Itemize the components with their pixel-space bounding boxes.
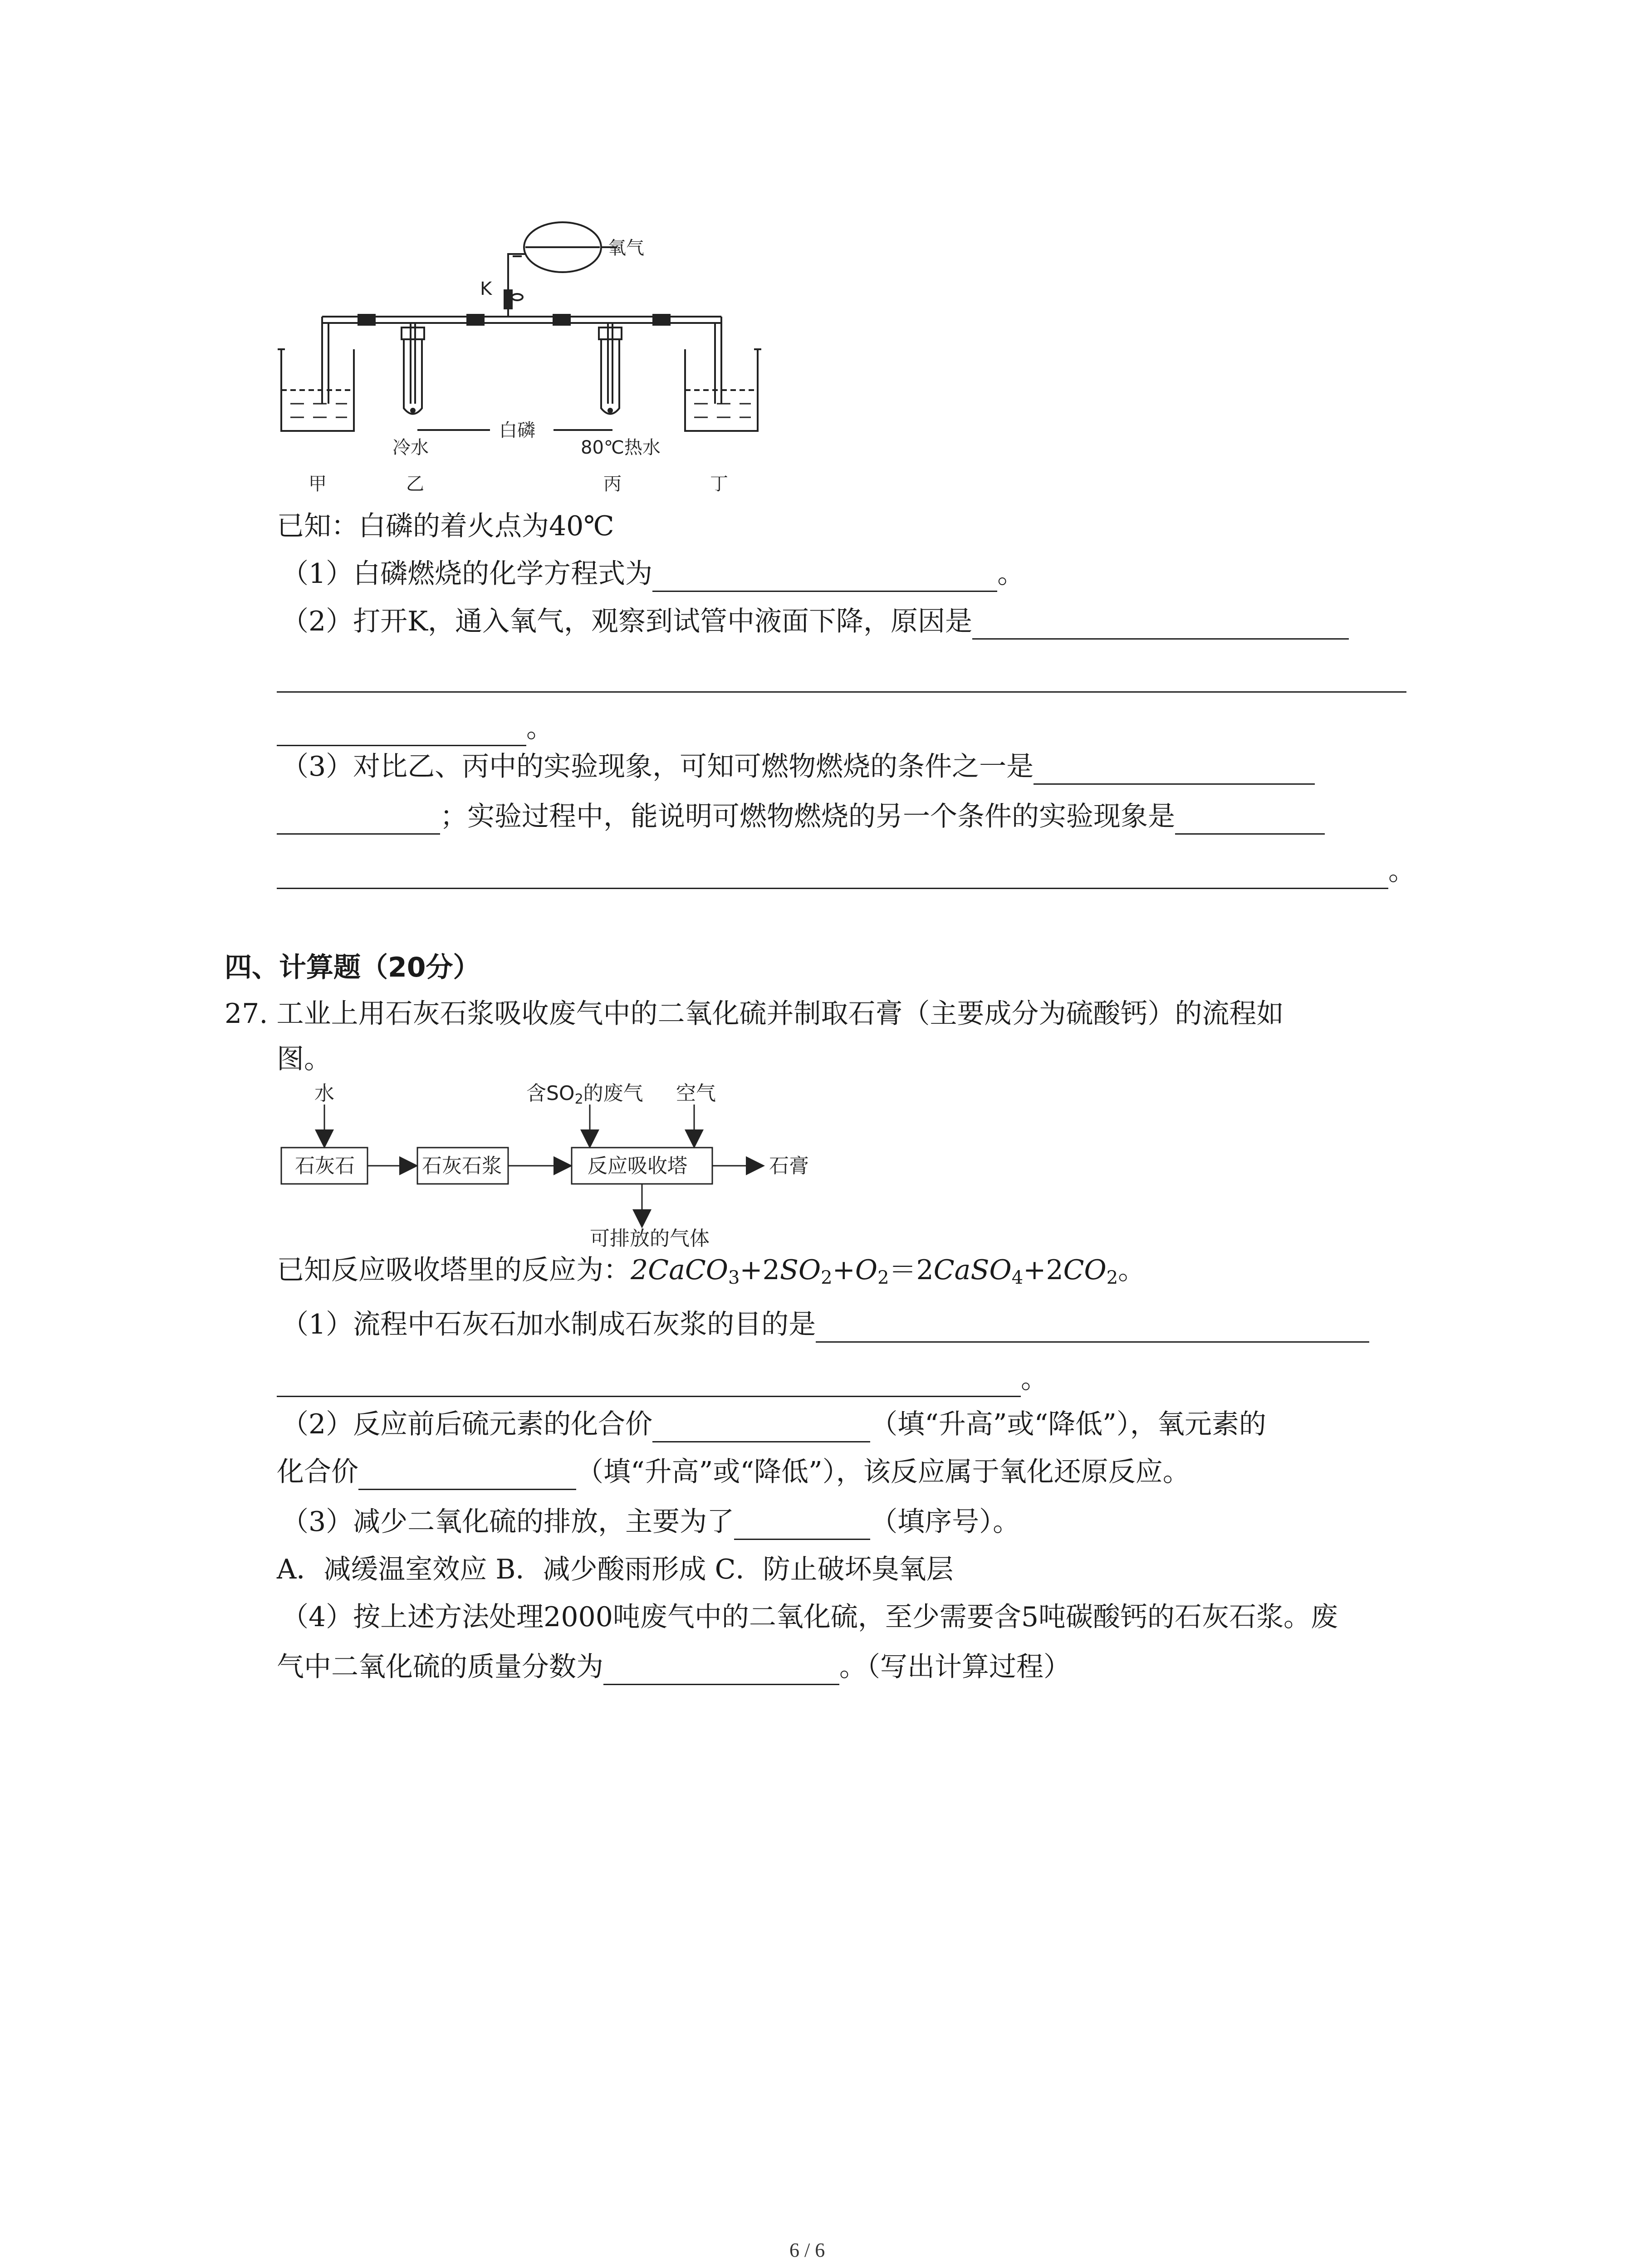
q27-part1-line2 bbox=[277, 1361, 1048, 1397]
q27-process-flowchart bbox=[272, 1080, 839, 1261]
q27-part2-answer-blank-2[interactable] bbox=[358, 1459, 576, 1490]
q27-part2-answer-blank-1[interactable] bbox=[652, 1411, 870, 1442]
q26-part3-text: （3）对比乙、丙中的实验现象，可知可燃物燃烧的条件之一是 bbox=[281, 751, 1034, 782]
flow-air-label: 空气 bbox=[676, 1082, 716, 1105]
q26-part3-answer-blank-1[interactable] bbox=[1034, 753, 1315, 785]
page-number: 6 / 6 bbox=[789, 2239, 825, 2261]
q26-part2 bbox=[281, 603, 1349, 640]
q27-stem-line1 bbox=[225, 996, 1284, 1032]
q27-stem-line2: 图。 bbox=[277, 1043, 331, 1075]
q26-part3-answer-blank-3[interactable] bbox=[1175, 803, 1325, 835]
q27-part2-text-c: 化合价 bbox=[277, 1456, 358, 1488]
q26-part3-line2 bbox=[277, 798, 1325, 835]
q27-part3-options: A．减缓温室效应 B．减少酸雨形成 C．防止破坏臭氧层 bbox=[277, 1554, 954, 1585]
q27-part3-text: （3）减少二氧化硫的排放，主要为了 bbox=[281, 1506, 735, 1538]
cold-water-label: 冷水 bbox=[392, 437, 429, 458]
q26-part2-line3 bbox=[277, 710, 554, 746]
flow-box3-label: 反应吸收塔 bbox=[588, 1154, 687, 1178]
q27-part1 bbox=[281, 1306, 1369, 1343]
vessel-ding-label: 丁 bbox=[710, 474, 728, 494]
q27-part2-text-b: （填“升高”或“降低”），氧元素的 bbox=[870, 1408, 1266, 1440]
q26-part2-answer-line-2[interactable] bbox=[277, 691, 1406, 693]
q26-part3 bbox=[281, 748, 1315, 785]
q27-part2-text-a: （2）反应前后硫元素的化合价 bbox=[281, 1408, 653, 1440]
flow-water-label: 水 bbox=[314, 1082, 334, 1105]
q26-part3-end: 。 bbox=[1388, 855, 1416, 887]
vessel-yi-label: 乙 bbox=[406, 474, 424, 494]
flow-box2-label: 石灰石浆 bbox=[422, 1154, 502, 1178]
combustion-apparatus-diagram bbox=[254, 213, 780, 503]
q27-part4-text: 气中二氧化硫的质量分数为 bbox=[277, 1651, 603, 1683]
q26-part3-answer-blank-4[interactable] bbox=[277, 858, 1388, 889]
q26-part3-line3 bbox=[277, 853, 1416, 889]
q26-part2-end: 。 bbox=[526, 712, 554, 744]
q27-reaction-equation: $2CaCO_3+2SO_2+O_2=2CaSO_4+2CO_2$ bbox=[631, 1254, 1118, 1288]
q27-part3-end: （填序号）。 bbox=[870, 1506, 1020, 1538]
q26-part2-answer-blank[interactable] bbox=[972, 608, 1349, 640]
q27-part4-end: 。（写出计算过程） bbox=[839, 1651, 1071, 1683]
q27-part1-end: 。 bbox=[1021, 1363, 1048, 1395]
q26-part1-answer-blank[interactable] bbox=[652, 561, 997, 592]
q27-reaction-line bbox=[277, 1252, 1145, 1296]
q27-stem-text-1: 工业上用石灰石浆吸收废气中的二氧化硫并制取石膏（主要成分为硫酸钙）的流程如 bbox=[276, 998, 1284, 1030]
valve-k-label: K bbox=[480, 279, 492, 299]
q26-part2-answer-blank-3[interactable] bbox=[277, 715, 526, 746]
q27-part2-line1 bbox=[281, 1406, 1266, 1442]
q27-number: 27. bbox=[225, 998, 268, 1030]
q27-reaction-prefix: 已知反应吸收塔里的反应为： bbox=[277, 1254, 631, 1286]
q27-reaction-end: 。 bbox=[1118, 1254, 1146, 1286]
q26-known-condition: 已知：白磷的着火点为40℃ bbox=[277, 510, 614, 542]
q26-part1-text: （1）白磷燃烧的化学方程式为 bbox=[281, 558, 653, 590]
vessel-bing-label: 丙 bbox=[603, 474, 622, 494]
q27-part1-text: （1）流程中石灰石加水制成石灰浆的目的是 bbox=[281, 1309, 816, 1340]
q27-part4-line2 bbox=[277, 1649, 1071, 1685]
oxygen-label: 氧气 bbox=[608, 238, 644, 259]
flow-vent-label: 可排放的气体 bbox=[590, 1227, 710, 1250]
q27-part2-line2 bbox=[277, 1454, 1190, 1490]
hot-water-label: 80℃热水 bbox=[581, 437, 661, 458]
section-heading: 四、计算题（20分） bbox=[225, 952, 480, 983]
q26-part2-text: （2）打开K，通入氧气，观察到试管中液面下降，原因是 bbox=[281, 606, 972, 637]
flow-waste-gas-label: 含SO2的废气 bbox=[526, 1082, 643, 1107]
flow-product-label: 石膏 bbox=[769, 1154, 809, 1178]
q26-part1 bbox=[281, 556, 1024, 592]
q27-part1-answer-blank-2[interactable] bbox=[277, 1366, 1021, 1397]
vessel-jia-label: 甲 bbox=[309, 474, 327, 494]
q26-part1-end: 。 bbox=[997, 558, 1025, 590]
q27-part3-answer-blank[interactable] bbox=[734, 1509, 870, 1540]
q26-part3-answer-blank-2[interactable] bbox=[277, 803, 440, 835]
q27-part4-line1: （4）按上述方法处理2000吨废气中的二氧化硫，至少需要含5吨碳酸钙的石灰石浆。废 bbox=[281, 1601, 1338, 1633]
q27-part1-answer-blank[interactable] bbox=[816, 1311, 1369, 1343]
phosphorus-label: 白磷 bbox=[499, 420, 535, 441]
q27-part3 bbox=[281, 1504, 1020, 1540]
q27-part4-answer-blank[interactable] bbox=[603, 1654, 839, 1685]
q27-part2-text-d: （填“升高”或“降低”），该反应属于氧化还原反应。 bbox=[576, 1456, 1190, 1488]
flow-box1-label: 石灰石 bbox=[295, 1154, 355, 1178]
q26-part3-mid: ；实验过程中，能说明可燃物燃烧的另一个条件的实验现象是 bbox=[440, 801, 1175, 832]
